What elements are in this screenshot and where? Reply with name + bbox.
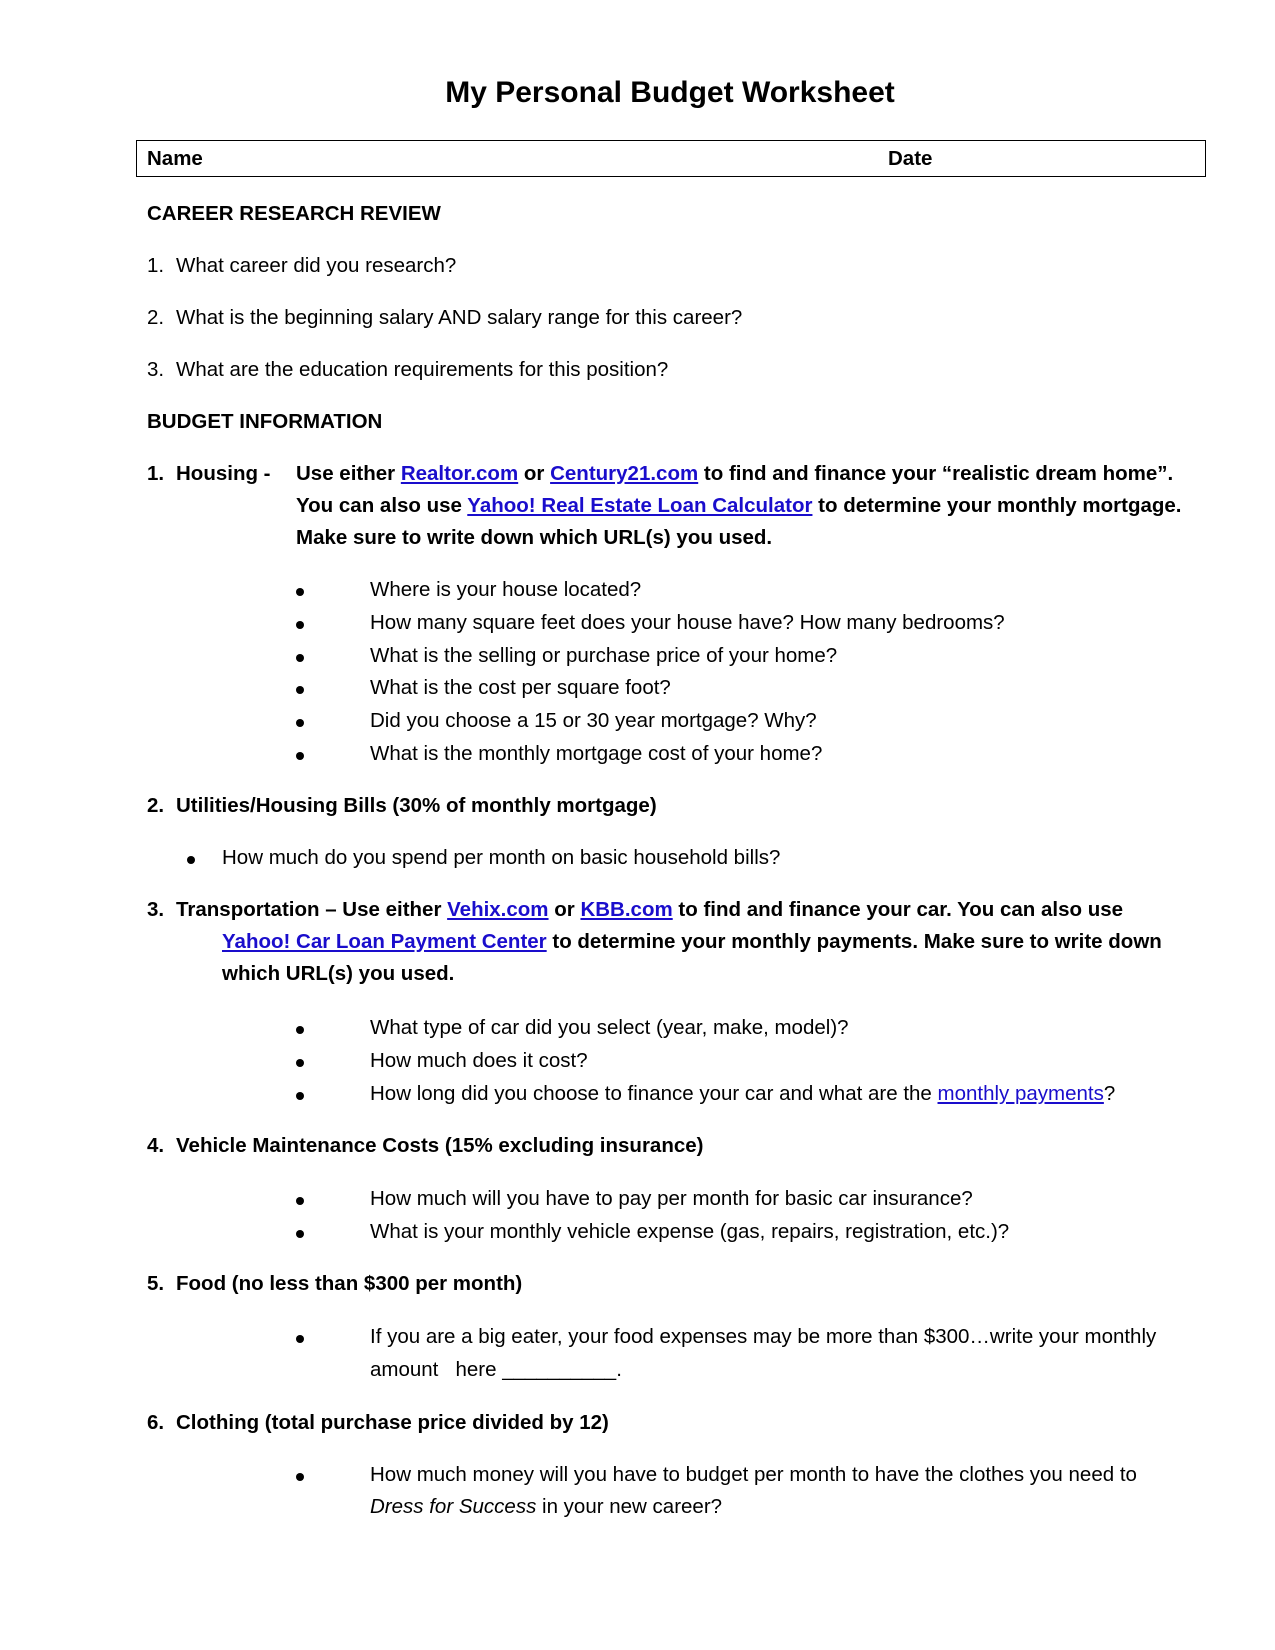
- bullet-icon: [296, 621, 304, 629]
- housing-line-1-pre: Use either: [296, 462, 401, 485]
- transportation-line-1: [176, 898, 1123, 922]
- transportation-line-1-pre: Transportation – Use either: [176, 898, 448, 921]
- clothing-num: 6.: [147, 1411, 165, 1434]
- housing-bullet-1: Where is your house located?: [370, 578, 642, 601]
- date-label: Date: [888, 147, 933, 170]
- page-title: My Personal Budget Worksheet: [445, 76, 895, 109]
- transportation-bullet-2: How much does it cost?: [370, 1049, 588, 1072]
- utilities-num: 2.: [147, 794, 165, 817]
- century21-link[interactable]: Century21.com: [550, 462, 699, 485]
- yahoo-car-loan-link[interactable]: Yahoo! Car Loan Payment Center: [222, 930, 547, 953]
- career-q1-text: What career did you research?: [176, 254, 457, 277]
- transportation-line-1-mid: or: [548, 898, 581, 921]
- utilities-bullet-1: How much do you spend per month on basic household bills?: [222, 846, 781, 869]
- kbb-link[interactable]: KBB.com: [580, 898, 673, 921]
- bullet-icon: [296, 719, 304, 727]
- transportation-bullet-1: What type of car did you select (year, make, model)?: [370, 1016, 849, 1039]
- bullet-icon: [296, 1473, 304, 1481]
- food-bullet-line-1: If you are a big eater, your food expenses may be more than $300…write your monthly: [370, 1325, 1157, 1348]
- housing-line-1-post: to find and finance your “realistic dream home”.: [698, 462, 1174, 485]
- transportation-bullet-3: [370, 1082, 1115, 1106]
- housing-line-2-post: to determine your monthly mortgage.: [812, 494, 1182, 517]
- yahoo-real-estate-link[interactable]: Yahoo! Real Estate Loan Calculator: [467, 494, 813, 517]
- transportation-num: 3.: [147, 898, 165, 921]
- transportation-line-3: which URL(s) you used.: [222, 962, 455, 985]
- name-label: Name: [147, 147, 203, 170]
- career-q3-num: 3.: [147, 358, 165, 381]
- clothing-heading: Clothing (total purchase price divided by 12): [176, 1411, 609, 1434]
- transportation-bullet-3-post: ?: [1103, 1082, 1116, 1105]
- housing-line-2: [296, 494, 1182, 518]
- clothing-bullet-line-2: [370, 1495, 722, 1519]
- budget-heading: BUDGET INFORMATION: [147, 410, 383, 433]
- housing-bullet-4: What is the cost per square foot?: [370, 676, 671, 699]
- bullet-icon: [296, 1059, 304, 1067]
- transportation-line-2: [222, 930, 1162, 954]
- housing-line-3: Make sure to write down which URL(s) you used.: [296, 526, 773, 549]
- housing-bullet-5: Did you choose a 15 or 30 year mortgage? Why?: [370, 709, 817, 732]
- utilities-heading: Utilities/Housing Bills (30% of monthly mortgage): [176, 794, 657, 817]
- clothing-bullet-line-1: How much money will you have to budget per month to have the clothes you need to: [370, 1463, 1137, 1486]
- career-q3-text: What are the education requirements for this position?: [176, 358, 669, 381]
- transportation-line-1-post: to find and finance your car. You can also use: [672, 898, 1124, 921]
- housing-bullet-6: What is the monthly mortgage cost of your home?: [370, 742, 823, 765]
- name-date-box[interactable]: [136, 140, 1206, 177]
- housing-line-1: [296, 462, 1173, 486]
- housing-num: 1.: [147, 462, 165, 485]
- bullet-icon: [296, 1197, 304, 1205]
- transportation-bullet-3-pre: How long did you choose to finance your car and what are the: [370, 1082, 938, 1105]
- bullet-icon: [296, 1092, 304, 1100]
- bullet-icon: [296, 1026, 304, 1034]
- vehix-link[interactable]: Vehix.com: [447, 898, 549, 921]
- bullet-icon: [296, 686, 304, 694]
- housing-line-2-pre: You can also use: [296, 494, 468, 517]
- realtor-link[interactable]: Realtor.com: [400, 462, 519, 485]
- monthly-payments-link[interactable]: monthly payments: [937, 1082, 1104, 1105]
- food-bullet-line-2: amount here __________.: [370, 1358, 622, 1381]
- clothing-bullet-line-2-post: in your new career?: [536, 1495, 723, 1518]
- dress-for-success-text: Dress for Success: [370, 1495, 537, 1518]
- housing-label: Housing -: [176, 462, 271, 485]
- food-heading: Food (no less than $300 per month): [176, 1272, 523, 1295]
- housing-bullet-2: How many square feet does your house have? How many bedrooms?: [370, 611, 1005, 634]
- housing-bullet-3: What is the selling or purchase price of your home?: [370, 644, 838, 667]
- maintenance-heading: Vehicle Maintenance Costs (15% excluding insurance): [176, 1134, 704, 1157]
- bullet-icon: [296, 752, 304, 760]
- transportation-line-2-post: to determine your monthly payments. Make sure to write down: [546, 930, 1162, 953]
- food-num: 5.: [147, 1272, 165, 1295]
- career-q2-num: 2.: [147, 306, 165, 329]
- bullet-icon: [296, 588, 304, 596]
- bullet-icon: [296, 1230, 304, 1238]
- maintenance-bullet-2: What is your monthly vehicle expense (gas, repairs, registration, etc.)?: [370, 1220, 1010, 1243]
- maintenance-bullet-1: How much will you have to pay per month for basic car insurance?: [370, 1187, 973, 1210]
- career-q1-num: 1.: [147, 254, 165, 277]
- career-heading: CAREER RESEARCH REVIEW: [147, 202, 441, 225]
- bullet-icon: [296, 1335, 304, 1343]
- career-q2-text: What is the beginning salary AND salary range for this career?: [176, 306, 743, 329]
- bullet-icon: [187, 856, 195, 864]
- bullet-icon: [296, 654, 304, 662]
- maintenance-num: 4.: [147, 1134, 165, 1157]
- housing-line-1-mid: or: [518, 462, 551, 485]
